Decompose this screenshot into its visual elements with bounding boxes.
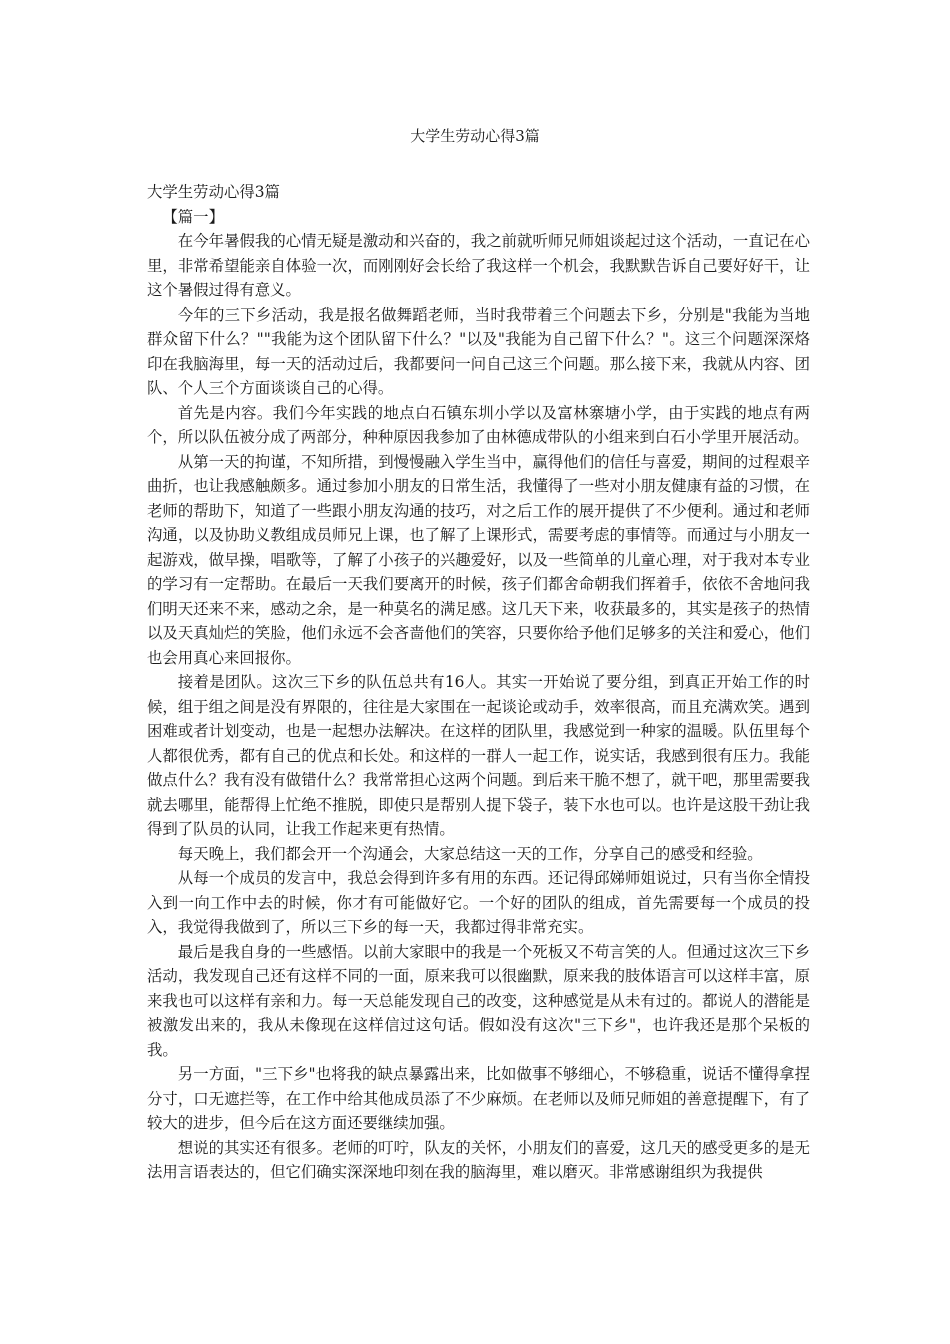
document-body <box>147 180 810 1185</box>
paragraph-3: 首先是内容。我们今年实践的地点白石镇东圳小学以及富林寨塘小学，由于实践的地点有两个，所以队伍被分成了两部分，种种原因我参加了由林德成带队的小组来到白石小学里开展活动。 <box>147 403 810 446</box>
paragraph-10: 想说的其实还有很多。老师的叮咛，队友的关怀，小朋友们的喜爱，这几天的感受更多的是无法用言语表达的，但它们确实深深地印刻在我的脑海里，难以磨灭。非常感谢组织为我提供 <box>147 1138 810 1181</box>
paragraph-4: 从第一天的拘谨，不知所措，到慢慢融入学生当中，赢得他们的信任与喜爱，期间的过程艰辛曲折，也让我感触颇多。通过参加小朋友的日常生活，我懂得了一些对小朋友健康有益的习惯，在老师的帮助下，知道了一些跟小朋友沟通的技巧，对之后工作的展开提供了不少便利。通过和老师沟通，以及协助义教组成员师兄上课，也了解了上课形式，需要考虑的事情等。而通过与小朋友一起游戏，做早操，唱歌等，了解了小孩子的兴趣爱好，以及一些简单的儿童心理，对于我对本专业的学习有一定帮助。在最后一天我们要离开的时候，孩子们都舍命朝我们挥着手，依依不舍地问我们明天还来不来，感动之余，是一种莫名的满足感。这几天下来，收获最多的，其实是孩子的热情以及天真灿烂的笑脸，他们永远不会吝啬他们的笑容，只要你给予他们足够多的关注和爱心，他们也会用真心来回报你。 <box>147 452 810 667</box>
section-label: 【篇一】 <box>162 207 224 226</box>
paragraph-9: 另一方面，"三下乡"也将我的缺点暴露出来，比如做事不够细心，不够稳重，说话不懂得拿捏分寸，口无遮拦等，在工作中给其他成员添了不少麻烦。在老师以及师兄师姐的善意提醒下，有了较大的进步，但今后在这方面还要继续加强。 <box>147 1065 810 1132</box>
paragraph-1: 在今年暑假我的心情无疑是激动和兴奋的，我之前就听师兄师姐谈起过这个活动，一直记在心里，非常希望能亲自体验一次，而刚刚好会长给了我这样一个机会，我默默告诉自己要好好干，让这个暑假过得有意义。 <box>147 232 810 299</box>
paragraph-8: 最后是我自身的一些感悟。以前大家眼中的我是一个死板又不苟言笑的人。但通过这次三下乡活动，我发现自己还有这样不同的一面，原来我可以很幽默，原来我的肢体语言可以这样丰富，原来我也可以这样有亲和力。每一天总能发现自己的改变，这种感觉是从未有过的。都说人的潜能是被激发出来的，我从未像现在这样信过这句话。假如没有这次"三下乡"，也许我还是那个呆板的我。 <box>147 942 810 1059</box>
paragraph-5: 接着是团队。这次三下乡的队伍总共有16人。其实一开始说了要分组，到真正开始工作的时候，组于组之间是没有界限的，往往是大家围在一起谈论或动手，效率很高，而且充满欢笑。遇到困难或者计划变动，也是一起想办法解决。在这样的团队里，我感觉到一种家的温暖。队伍里每个人都很优秀，都有自己的优点和长处。和这样的一群人一起工作，说实话，我感到很有压力。我能做点什么？我有没有做错什么？我常常担心这两个问题。到后来干脆不想了，就干吧，那里需要我就去哪里，能帮得上忙绝不推脱，即使只是帮别人提下袋子，装下水也可以。也许是这股干劲让我得到了队员的认同，让我工作起来更有热情。 <box>147 673 810 838</box>
paragraph-2: 今年的三下乡活动，我是报名做舞蹈老师，当时我带着三个问题去下乡，分别是"我能为当地群众留下什么？""我能为这个团队留下什么？"以及"我能为自己留下什么？"。这三个问题深深烙印在我脑海里，每一天的活动过后，我都要问一问自己这三个问题。那么接下来，我就从内容、团队、个人三个方面谈谈自己的心得。 <box>147 305 810 397</box>
paragraph-6: 每天晚上，我们都会开一个沟通会，大家总结这一天的工作，分享自己的感受和经验。 <box>177 844 763 863</box>
document-subtitle: 大学生劳动心得3篇 <box>147 183 280 201</box>
paragraph-7: 从每一个成员的发言中，我总会得到许多有用的东西。还记得邱娣师姐说过，只有当你全情投入到一向工作中去的时候，你才有可能做好它。一个好的团队的组成，首先需要每一个成员的投入，我觉得我做到了，所以三下乡的每一天，我都过得非常充实。 <box>147 869 810 936</box>
document-title: 大学生劳动心得3篇 <box>410 127 540 145</box>
